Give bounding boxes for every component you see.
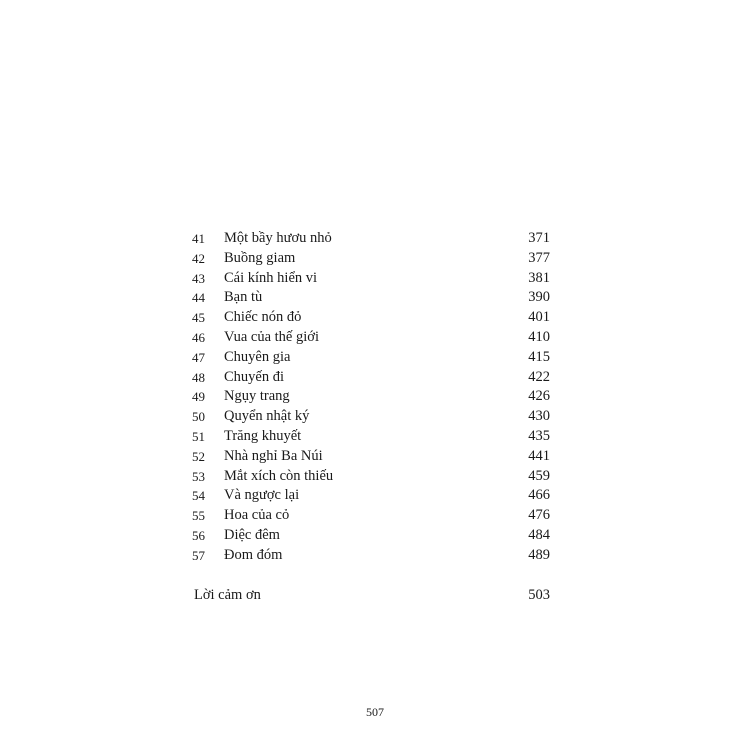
toc-entry [192, 348, 552, 368]
chapter-number: 54 [192, 488, 205, 504]
chapter-title: Đom đóm [224, 546, 283, 563]
toc-entry [192, 308, 552, 328]
chapter-page: 430 [528, 408, 550, 425]
chapter-page: 476 [528, 507, 550, 524]
chapter-page: 484 [528, 526, 550, 543]
toc-entry [192, 249, 552, 269]
chapter-page: 426 [528, 388, 550, 405]
chapter-title: Chuyên gia [224, 348, 291, 365]
chapter-number: 49 [192, 389, 205, 405]
chapter-number: 55 [192, 508, 205, 524]
toc-entry [192, 229, 552, 249]
toc-entry [192, 269, 552, 289]
toc-entry [192, 288, 552, 308]
toc-entry [192, 387, 552, 407]
chapter-page: 377 [528, 249, 550, 266]
chapter-number: 47 [192, 349, 205, 365]
chapter-number: 46 [192, 329, 205, 345]
chapter-number: 43 [192, 270, 205, 286]
chapter-title: Một bầy hươu nhỏ [224, 230, 332, 246]
chapter-title: Ngụy trang [224, 388, 290, 405]
chapter-page: 371 [528, 230, 550, 246]
chapter-title: Vua của thế giới [224, 328, 319, 345]
chapter-page: 401 [528, 309, 550, 326]
toc-entry [192, 467, 552, 487]
toc-entry [192, 506, 552, 526]
toc-entry [192, 447, 552, 467]
chapter-title: Hoa của cỏ [224, 507, 290, 524]
chapter-title: Bạn tù [224, 289, 263, 306]
chapter-title: Quyển nhật ký [224, 408, 310, 425]
chapter-number: 56 [192, 527, 205, 543]
chapter-title: Chiếc nón đỏ [224, 309, 302, 326]
chapter-title: Diệc đêm [224, 526, 280, 543]
acknowledgments-title: Lời cảm ơn [194, 587, 261, 603]
chapter-page: 422 [528, 368, 550, 385]
chapter-page: 466 [528, 487, 550, 504]
chapter-title: Và ngược lại [224, 487, 300, 504]
chapter-number: 51 [192, 428, 205, 444]
acknowledgments-page: 503 [528, 587, 550, 603]
chapter-page: 435 [528, 427, 550, 444]
chapter-number: 52 [192, 448, 205, 464]
chapter-page: 441 [528, 447, 550, 464]
toc-entry [192, 546, 552, 566]
chapter-page: 390 [528, 289, 550, 306]
chapter-title: Nhà nghỉ Ba Núi [224, 447, 323, 464]
chapter-number: 41 [192, 231, 205, 246]
chapter-title: Cái kính hiển vi [224, 269, 318, 286]
chapter-title: Trăng khuyết [224, 427, 302, 444]
toc-entry [192, 486, 552, 506]
chapter-number: 42 [192, 250, 205, 266]
toc-entry [192, 407, 552, 427]
chapter-number: 50 [192, 409, 205, 425]
chapter-page: 459 [528, 467, 550, 484]
chapter-title: Buồng giam [224, 249, 296, 266]
chapter-page: 381 [528, 269, 550, 286]
toc-entry [192, 526, 552, 546]
chapter-page: 415 [528, 348, 550, 365]
chapter-number: 44 [192, 290, 205, 306]
chapter-title: Mắt xích còn thiếu [224, 467, 334, 484]
page-number: 507 [366, 705, 384, 719]
chapter-title: Chuyến đi [224, 368, 285, 385]
toc-entry [192, 427, 552, 447]
chapter-number: 53 [192, 468, 205, 484]
toc-entry [192, 328, 552, 348]
chapter-number: 45 [192, 310, 205, 326]
chapter-number: 48 [192, 369, 205, 385]
table-of-contents [192, 229, 552, 566]
toc-acknowledgments-row [192, 585, 552, 605]
chapter-page: 489 [528, 546, 550, 563]
chapter-number: 57 [192, 547, 205, 563]
toc-entry [192, 368, 552, 388]
chapter-page: 410 [528, 328, 550, 345]
